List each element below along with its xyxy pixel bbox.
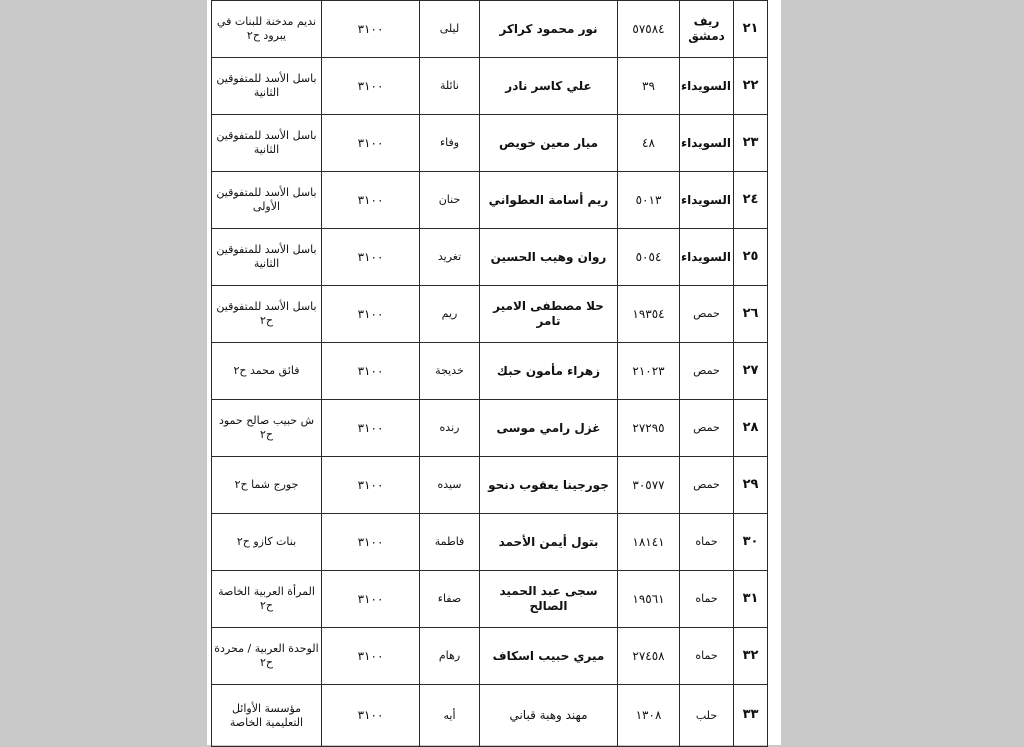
school-name-cell: بنات كازو ح٢ (212, 514, 322, 571)
row-number-cell: ٣٣ (734, 685, 768, 747)
student-name-cell: علي كاسر نادر (480, 58, 618, 115)
mother-name-cell: سيده (420, 457, 480, 514)
exam-number-cell: ٣٩ (618, 58, 680, 115)
total-grade-cell: ٣١٠٠ (322, 628, 420, 685)
row-number-cell: ٢٩ (734, 457, 768, 514)
school-name-cell: نديم مدخنة للبنات في يبرود ح٢ (212, 1, 322, 58)
governorate-cell: حمص (680, 457, 734, 514)
row-number-cell: ٢٥ (734, 229, 768, 286)
exam-number-cell: ١٩٣٥٤ (618, 286, 680, 343)
total-grade-cell: ٣١٠٠ (322, 343, 420, 400)
student-name-cell: نور محمود كراكر (480, 1, 618, 58)
row-number-cell: ٣٠ (734, 514, 768, 571)
mother-name-cell: صفاء (420, 571, 480, 628)
table-row (212, 286, 768, 343)
row-number-cell: ٣١ (734, 571, 768, 628)
student-name-cell: حلا مصطفى الامير تامر (480, 286, 618, 343)
exam-number-cell: ٤٨ (618, 115, 680, 172)
governorate-cell: السويداء (680, 115, 734, 172)
governorate-cell: حمص (680, 286, 734, 343)
row-number-cell: ٣٢ (734, 628, 768, 685)
exam-number-cell: ٥٠٥٤ (618, 229, 680, 286)
governorate-cell: حمص (680, 400, 734, 457)
total-grade-cell: ٣١٠٠ (322, 514, 420, 571)
governorate-cell: حماه (680, 628, 734, 685)
student-name-cell: ميري حبيب اسكاف (480, 628, 618, 685)
table-row (212, 1, 768, 58)
total-grade-cell: ٣١٠٠ (322, 229, 420, 286)
governorate-cell: السويداء (680, 172, 734, 229)
student-name-cell: سجى عبد الحميد الصالح (480, 571, 618, 628)
mother-name-cell: رنده (420, 400, 480, 457)
total-grade-cell: ٣١٠٠ (322, 400, 420, 457)
school-name-cell: باسل الأسد للمتفوقين ح٢ (212, 286, 322, 343)
student-name-cell: مهند وهبة قباني (480, 685, 618, 747)
governorate-cell: السويداء (680, 58, 734, 115)
governorate-cell: حمص (680, 343, 734, 400)
row-number-cell: ٢٤ (734, 172, 768, 229)
table-row (212, 58, 768, 115)
student-name-cell: روان وهيب الحسين (480, 229, 618, 286)
total-grade-cell: ٣١٠٠ (322, 172, 420, 229)
governorate-cell: ريف دمشق (680, 1, 734, 58)
total-grade-cell: ٣١٠٠ (322, 58, 420, 115)
table-body (212, 1, 768, 747)
governorate-cell: حلب (680, 685, 734, 747)
student-name-cell: ميار معين خويص (480, 115, 618, 172)
table-row (212, 172, 768, 229)
table-row (212, 571, 768, 628)
school-name-cell: ش حبيب صالح حمود ح٢ (212, 400, 322, 457)
exam-number-cell: ٥٧٥٨٤ (618, 1, 680, 58)
exam-number-cell: ٢١٠٢٣ (618, 343, 680, 400)
mother-name-cell: ريم (420, 286, 480, 343)
student-name-cell: غزل رامي موسى (480, 400, 618, 457)
governorate-cell: حماه (680, 571, 734, 628)
total-grade-cell: ٣١٠٠ (322, 571, 420, 628)
mother-name-cell: خديجة (420, 343, 480, 400)
school-name-cell: باسل الأسد للمتفوقين الثانية (212, 115, 322, 172)
mother-name-cell: وفاء (420, 115, 480, 172)
student-name-cell: زهراء مأمون حبك (480, 343, 618, 400)
school-name-cell: مؤسسة الأوائل التعليمية الخاصة (212, 685, 322, 747)
student-name-cell: ريم أسامة العطواني (480, 172, 618, 229)
student-name-cell: بتول أيمن الأحمد (480, 514, 618, 571)
mother-name-cell: ليلى (420, 1, 480, 58)
student-name-cell: جورجينا يعقوب دنحو (480, 457, 618, 514)
exam-number-cell: ١٣٠٨ (618, 685, 680, 747)
row-number-cell: ٢٣ (734, 115, 768, 172)
mother-name-cell: تغريد (420, 229, 480, 286)
school-name-cell: باسل الأسد للمتفوقين الثانية (212, 58, 322, 115)
school-name-cell: باسل الأسد للمتفوقين الأولى (212, 172, 322, 229)
mother-name-cell: حنان (420, 172, 480, 229)
mother-name-cell: أيه (420, 685, 480, 747)
exam-number-cell: ١٨١٤١ (618, 514, 680, 571)
table-row (212, 685, 768, 747)
exam-number-cell: ٢٧٤٥٨ (618, 628, 680, 685)
exam-number-cell: ٢٧٢٩٥ (618, 400, 680, 457)
total-grade-cell: ٣١٠٠ (322, 286, 420, 343)
total-grade-cell: ٣١٠٠ (322, 457, 420, 514)
table-row (212, 400, 768, 457)
row-number-cell: ٢٨ (734, 400, 768, 457)
exam-number-cell: ٥٠١٣ (618, 172, 680, 229)
governorate-cell: حماه (680, 514, 734, 571)
school-name-cell: فائق محمد ح٢ (212, 343, 322, 400)
school-name-cell: جورج شما ح٢ (212, 457, 322, 514)
row-number-cell: ٢٧ (734, 343, 768, 400)
total-grade-cell: ٣١٠٠ (322, 1, 420, 58)
mother-name-cell: نائلة (420, 58, 480, 115)
table-row (212, 457, 768, 514)
row-number-cell: ٢٦ (734, 286, 768, 343)
school-name-cell: باسل الأسد للمتفوقين الثانية (212, 229, 322, 286)
exam-number-cell: ٣٠٥٧٧ (618, 457, 680, 514)
mother-name-cell: فاطمة (420, 514, 480, 571)
table-row (212, 229, 768, 286)
row-number-cell: ٢١ (734, 1, 768, 58)
school-name-cell: الوحدة العربية / محردة ح٢ (212, 628, 322, 685)
results-table (211, 0, 768, 747)
total-grade-cell: ٣١٠٠ (322, 685, 420, 747)
total-grade-cell: ٣١٠٠ (322, 115, 420, 172)
table-row (212, 115, 768, 172)
row-number-cell: ٢٢ (734, 58, 768, 115)
governorate-cell: السويداء (680, 229, 734, 286)
mother-name-cell: رهام (420, 628, 480, 685)
table-row (212, 343, 768, 400)
school-name-cell: المرأة العربية الخاصة ح٢ (212, 571, 322, 628)
exam-number-cell: ١٩٥٦١ (618, 571, 680, 628)
table-row (212, 514, 768, 571)
table-row (212, 628, 768, 685)
